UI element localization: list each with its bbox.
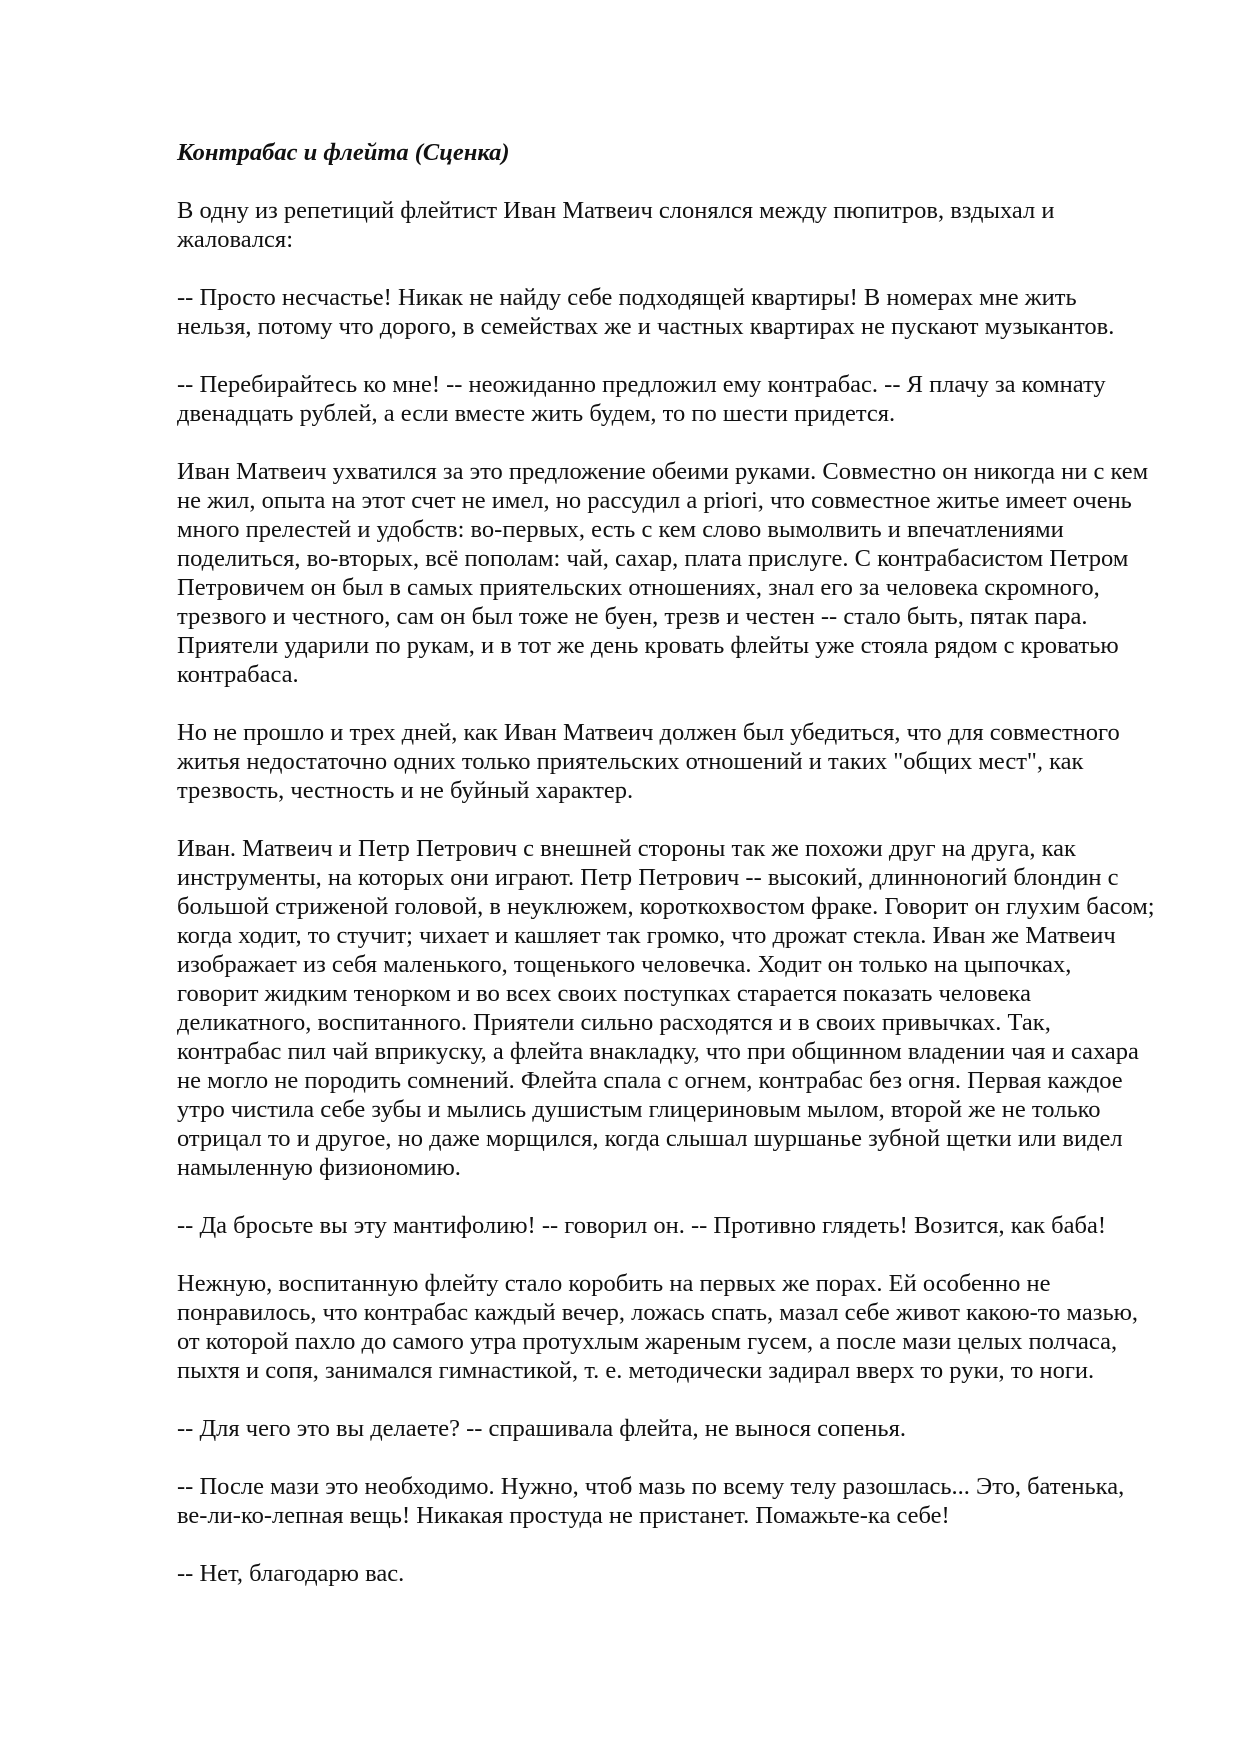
paragraph-5: Но не прошло и трех дней, как Иван Матвеич должен был убедиться, что для совместного житья недостаточно одних только приятельских отношений и таких "общих мест", как трезвость, честность и не буйный характер. — [177, 719, 1120, 804]
paragraph-6: Иван. Матвеич и Петр Петрович с внешней стороны так же похожи друг на друга, как инструменты, на которых они играют. Петр Петрович -- высокий, длинноногий блондин с большой стриженой головой, в неуклюжем, короткохвостом фраке. Говорит он глухим басом; когда ходит, то стучит; чихает и кашляет так громко, что дрожат стекла. Иван же Матвеич изображает из себя маленького, тощенького человечка. Ходит он только на цыпочках, говорит жидким тенорком и во всех своих поступках старается показать человека деликатного, воспитанного. Приятели сильно расходятся и в своих привычках. Так, контрабас пил чай вприкуску, а флейта внакладку, что при общинном владении чая и сахара не могло не породить сомнений. Флейта спала с огнем, контрабас без огня. Первая каждое утро чистила себе зубы и мылись душистым глицериновым мылом, второй же не только отрицал то и другое, но даже морщился, когда слышал шуршанье зубной щетки или видел намыленную физиономию. — [177, 835, 1155, 1181]
paragraph-2: -- Просто несчастье! Никак не найду себе подходящей квартиры! В номерах мне жить нельзя, потому что дорого, в семействах же и частных квартирах не пускают музыкантов. — [177, 284, 1115, 340]
paragraph-1: В одну из репетиций флейтист Иван Матвеич слонялся между пюпитров, вздыхал и жаловался: — [177, 197, 1055, 253]
paragraph-3: -- Перебирайтесь ко мне! -- неожиданно предложил ему контрабас. -- Я плачу за комнату двенадцать рублей, а если вместе жить будем, то по шести придется. — [177, 371, 1106, 427]
paragraph-10: -- После мази это необходимо. Нужно, чтоб мазь по всему телу разошлась... Это, батенька, ве-ли-ко-лепная вещь! Никакая простуда не пристанет. Помажьте-ка себе! — [177, 1473, 1125, 1529]
paragraph-4: Иван Матвеич ухватился за это предложение обеими руками. Совместно он никогда ни с кем не жил, опыта на этот счет не имел, но рассудил a priori, что совместное житье имеет очень много прелестей и удобств: во-первых, есть с кем слово вымолвить и впечатлениями поделиться, во-вторых, всё пополам: чай, сахар, плата прислуге. С контрабасистом Петром Петровичем он был в самых приятельских отношениях, знал его за человека скромного, трезвого и честного, сам он был тоже не буен, трезв и честен -- стало быть, пятак пара. Приятели ударили по рукам, и в тот же день кровать флейты уже стояла рядом с кроватью контрабаса. — [177, 458, 1149, 688]
paragraph-8: Нежную, воспитанную флейту стало коробить на первых же порах. Ей особенно не понравилось, что контрабас каждый вечер, ложась спать, мазал себе живот какою-то мазью, от которой пахло до самого утра протухлым жареным гусем, а после мази целых полчаса, пыхтя и сопя, занимался гимнастикой, т. е. методически задирал вверх то руки, то ноги. — [177, 1270, 1139, 1384]
paragraph-11: -- Нет, благодарю вас. — [177, 1560, 405, 1587]
document-body — [177, 138, 1157, 1588]
document-title: Контрабас и флейта (Сценка) — [177, 139, 510, 166]
paragraph-9: -- Для чего это вы делаете? -- спрашивала флейта, не вынося сопенья. — [177, 1415, 906, 1442]
paragraph-7: -- Да бросьте вы эту мантифолию! -- говорил он. -- Противно глядеть! Возится, как баба! — [177, 1212, 1106, 1239]
